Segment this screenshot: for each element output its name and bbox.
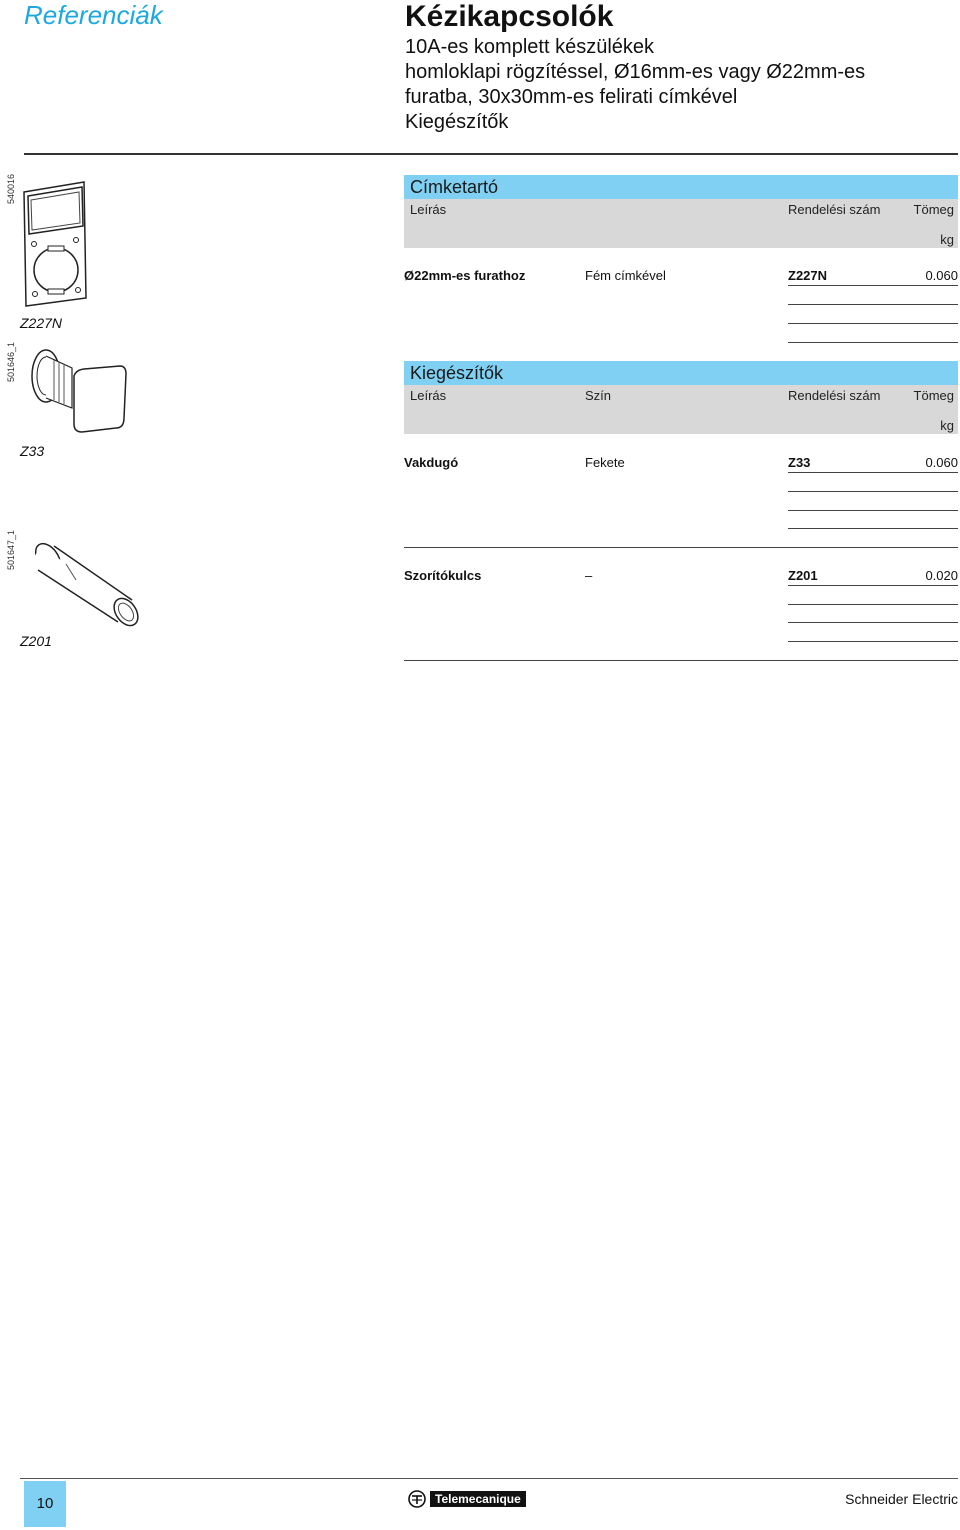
row-order-number: Z33: [788, 455, 811, 470]
subtitle-line-1: 10A-es komplett készülékek: [405, 36, 655, 58]
row-weight: 0.060: [925, 455, 958, 470]
ref-code-3: 501647_1: [6, 529, 16, 570]
brand-name: Telemecanique: [430, 1491, 526, 1507]
row-order-number: Z201: [788, 568, 818, 583]
row-description: Szorítókulcs: [404, 568, 482, 583]
accessories-table-header: [404, 385, 958, 434]
company-name: Schneider Electric: [845, 1491, 958, 1507]
header-description: Leírás: [410, 202, 447, 217]
brand-logo: [408, 1490, 526, 1508]
row-description: Ø22mm-es furathoz: [404, 268, 526, 283]
row-divider: [788, 285, 958, 286]
product-caption-z201: Z201: [20, 633, 52, 649]
row-divider: [788, 622, 958, 623]
subtitle-line-2: homloklapi rögzítéssel, Ø16mm-es vagy Ø22mm-es: [405, 61, 866, 83]
table-bottom-rule: [404, 660, 958, 661]
subtitle-line-4: Kiegészítők: [405, 111, 509, 133]
header-weight: Tömeg: [913, 202, 954, 217]
row-divider: [788, 585, 958, 586]
row-weight: 0.020: [925, 568, 958, 583]
header-weight-unit: kg: [940, 232, 954, 247]
page-title: Kézikapcsolók: [405, 0, 614, 33]
row-description: Vakdugó: [404, 455, 459, 470]
row-divider: [788, 342, 958, 343]
header-description: Leírás: [410, 388, 447, 403]
telemecanique-logo-icon: [408, 1490, 426, 1508]
row-detail: Fém címkével: [585, 268, 666, 283]
row-divider: [788, 323, 958, 324]
ref-code-2: 501646_1: [6, 341, 16, 382]
blanking-plug-icon: [24, 346, 130, 438]
header-rule: [24, 153, 958, 155]
accessories-table-title: Kiegészítők: [404, 361, 958, 385]
row-divider: [788, 491, 958, 492]
header-order-number: Rendelési szám: [788, 202, 881, 217]
row-separator: [404, 547, 958, 548]
row-divider: [788, 472, 958, 473]
product-caption-z33: Z33: [20, 443, 45, 459]
page-number: 10: [24, 1481, 66, 1527]
subtitle-line-3: furatba, 30x30mm-es felirati címkével: [405, 86, 738, 108]
label-holder-table-header: [404, 199, 958, 248]
row-divider: [788, 641, 958, 642]
header-order-number: Rendelési szám: [788, 388, 881, 403]
row-weight: 0.060: [925, 268, 958, 283]
row-divider: [788, 510, 958, 511]
label-holder-icon: [18, 178, 90, 310]
header-weight: Tömeg: [913, 388, 954, 403]
row-divider: [788, 528, 958, 529]
header-color: Szín: [585, 388, 612, 403]
product-caption-z227n: Z227N: [20, 315, 63, 331]
footer-rule: [20, 1478, 958, 1479]
row-divider: [788, 304, 958, 305]
header-weight-unit: kg: [940, 418, 954, 433]
section-label: Referenciák: [24, 0, 163, 30]
row-color: –: [585, 568, 593, 583]
ref-code-1: 540016: [6, 173, 16, 204]
label-holder-table-title: Címketartó: [404, 175, 958, 199]
tightening-key-icon: [20, 534, 148, 630]
row-order-number: Z227N: [788, 268, 828, 283]
row-color: Fekete: [585, 455, 625, 470]
row-divider: [788, 604, 958, 605]
